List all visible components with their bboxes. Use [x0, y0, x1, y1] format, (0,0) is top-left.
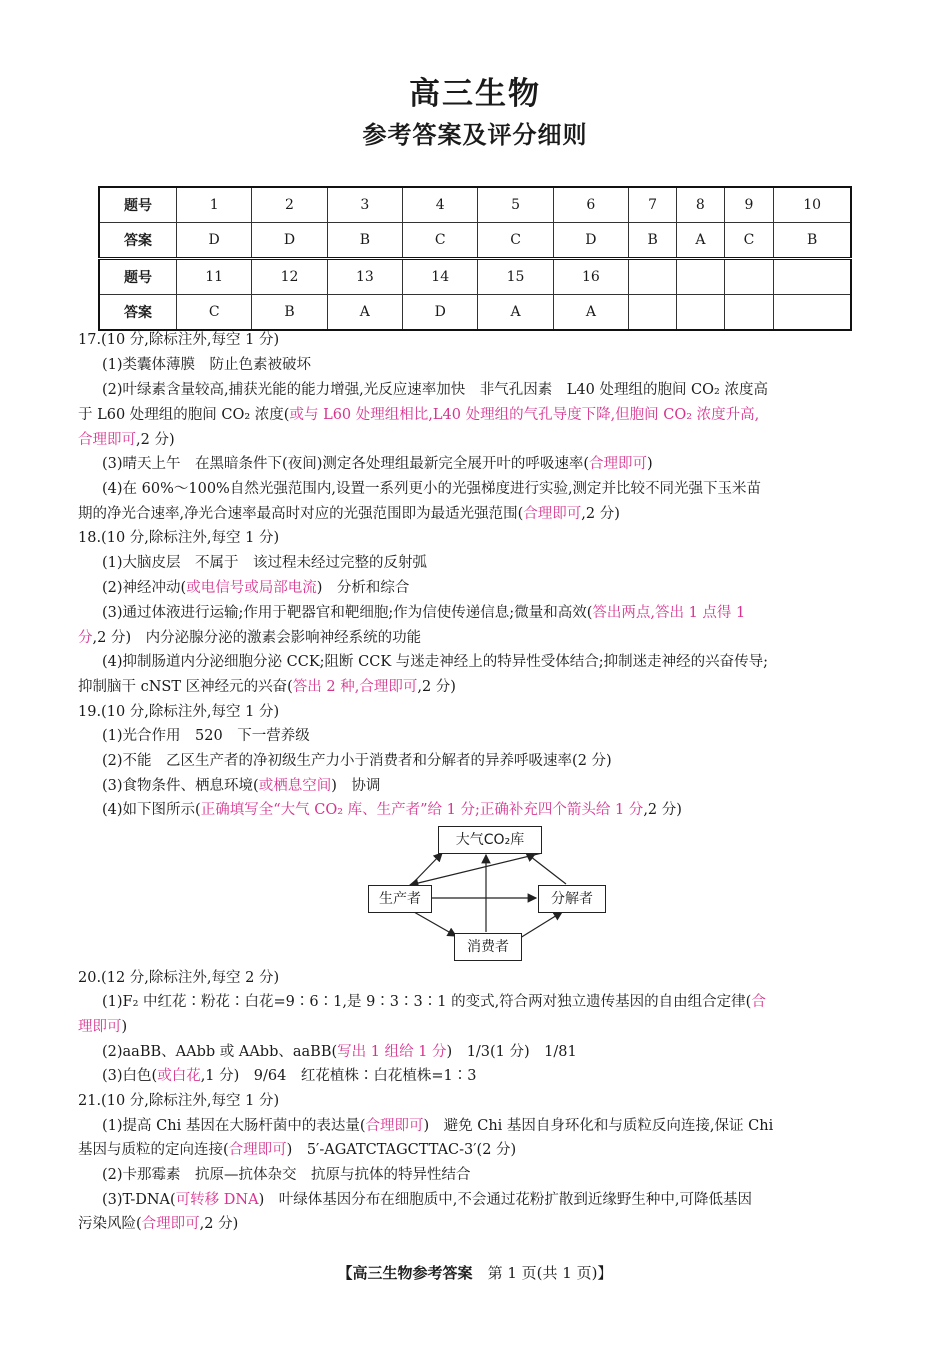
page-title: 高三生物 [409, 76, 541, 112]
q17-line: (2)叶绿素含量较高,捕获光能的能力增强,光反应速率加快 非气孔因素 L40 处理组的胞间 CO₂ 浓度高 [102, 382, 768, 398]
scoring-note: 或与 L60 处理组相比,L40 处理组的气孔导度下降,但胞间 CO₂ 浓度升高, [289, 407, 760, 423]
q18-line: (4)抑制肠道内分泌细胞分泌 CCK;阻断 CCK 与迷走神经上的特异性受体结合;抑制迷走神经的兴奋传导; [102, 654, 769, 670]
scoring-note: 理即可 [78, 1019, 122, 1035]
text: ,2 分) [581, 506, 620, 522]
arrow-producer-to-atmosphere [412, 853, 442, 884]
row-label-answer: 答案 [99, 295, 177, 331]
table-cell: 13 [327, 259, 402, 295]
q21-line: (2)卡那霉素 抗原—抗体杂交 抗原与抗体的特异性结合 [102, 1167, 471, 1183]
row-label-question: 题号 [99, 259, 177, 295]
table-cell: 8 [677, 187, 724, 223]
table-cell [677, 295, 724, 331]
q18-line [102, 603, 745, 623]
answer-table [98, 186, 852, 331]
text: (3)通过体液进行运输;作用于靶器官和靶细胞;作为信使传递信息;微量和高效( [102, 605, 593, 621]
q18-heading: 18.(10 分,除标注外,每空 1 分) [78, 530, 280, 546]
text: ) 协调 [331, 778, 381, 794]
q17-line [78, 430, 175, 450]
text: ,2 分) [643, 802, 682, 818]
q20-line [102, 1066, 476, 1086]
text: 基因与质粒的定向连接( [78, 1142, 229, 1158]
arrow-atmosphere-to-producer [410, 853, 542, 885]
q18-line: (1)大脑皮层 不属于 该过程未经过完整的反射弧 [102, 555, 428, 571]
q18-line [102, 578, 409, 598]
scoring-note: 答出 2 种,合理即可 [292, 679, 418, 695]
table-cell: 4 [403, 187, 478, 223]
scoring-note: 合理即可 [523, 506, 582, 522]
table-cell: 5 [478, 187, 553, 223]
table-cell [774, 259, 851, 295]
producer-box: 生产者 [368, 885, 432, 913]
table-cell: 3 [327, 187, 402, 223]
table-cell [774, 295, 851, 331]
text: ,2 分) [136, 432, 175, 448]
scoring-note: 合理即可 [365, 1118, 424, 1134]
table-cell: B [327, 223, 402, 259]
table-cell: 14 [403, 259, 478, 295]
text: (3)白色( [102, 1068, 158, 1084]
table-cell: D [252, 223, 327, 259]
table-cell: A [327, 295, 402, 331]
q21-line [78, 1214, 238, 1234]
text: (2)aaBB、AAbb 或 AAbb、aaBB( [102, 1044, 338, 1060]
arrow-consumer-to-decomposer [520, 912, 562, 938]
scoring-note: 合理即可 [228, 1142, 287, 1158]
text: ) 5′-AGATCTAGCTTAC-3′(2 分) [286, 1142, 517, 1158]
scoring-note: 合 [751, 994, 766, 1010]
table-cell: 7 [629, 187, 677, 223]
arrow-producer-to-consumer [414, 912, 456, 936]
text: ) 叶绿体基因分布在细胞质中,不会通过花粉扩散到近缘野生种中,可降低基因 [258, 1192, 752, 1208]
q19-line [102, 776, 380, 796]
text: 期的净光合速率,净光合速率最高时对应的光强范围即为最适光强范围( [78, 506, 524, 522]
text: ,2 分) [199, 1216, 239, 1232]
text: ) 分析和综合 [316, 580, 410, 596]
table-cell: 10 [774, 187, 851, 223]
q18-line [78, 628, 421, 648]
carbon-cycle-diagram [366, 822, 610, 964]
table-cell: 9 [724, 187, 774, 223]
arrow-decomposer-to-atmosphere [526, 853, 566, 884]
text: (1)提高 Chi 基因在大肠杆菌中的表达量( [102, 1118, 366, 1134]
q19-heading: 19.(10 分,除标注外,每空 1 分) [78, 704, 280, 720]
table-cell: D [177, 223, 252, 259]
table-row-answers-1 [99, 223, 851, 259]
table-row-questions-1 [99, 187, 851, 223]
q21-line [78, 1140, 516, 1160]
q17-heading: 17.(10 分,除标注外,每空 1 分) [78, 332, 280, 348]
text: ) [647, 456, 653, 472]
q20-line [78, 1017, 127, 1037]
q21-line [102, 1116, 773, 1136]
table-cell: 1 [177, 187, 252, 223]
table-cell: D [553, 223, 628, 259]
q17-line [102, 454, 653, 474]
q19-line: (2)不能 乙区生产者的净初级生产力小于消费者和分解者的异养呼吸速率(2 分) [102, 753, 612, 769]
scoring-note: 可转移 DNA [175, 1192, 259, 1208]
table-cell: C [478, 223, 553, 259]
table-cell: A [677, 223, 724, 259]
table-cell: 16 [553, 259, 628, 295]
footer-page: 第 1 页(共 1 页)】 [472, 1264, 613, 1282]
q17-line [78, 504, 620, 524]
atmosphere-co2-box: 大气CO₂库 [438, 826, 542, 854]
q20-line [102, 992, 766, 1012]
scoring-note: 或白花 [157, 1068, 201, 1084]
q20-line [102, 1042, 577, 1062]
table-cell: B [629, 223, 677, 259]
page-subtitle: 参考答案及评分细则 [362, 121, 588, 149]
q17-line: (4)在 60%～100%自然光强范围内,设置一系列更小的光强梯度进行实验,测定并比较不同光强下玉米苗 [102, 481, 762, 497]
scoring-note: 合理即可 [78, 432, 136, 448]
q18-line [78, 677, 456, 697]
text: ,2 分) 内分泌腺分泌的激素会影响神经系统的功能 [92, 630, 422, 646]
q19-line: (1)光合作用 520 下一营养级 [102, 728, 310, 744]
table-cell: 11 [177, 259, 252, 295]
scoring-note: 合理即可 [589, 456, 648, 472]
table-cell: C [724, 223, 774, 259]
q19-line [102, 800, 682, 820]
text: 于 L60 处理组的胞间 CO₂ 浓度( [78, 407, 290, 423]
table-cell: 15 [478, 259, 553, 295]
scoring-note: 分 [78, 630, 93, 646]
text: (3)晴天上午 在黑暗条件下(夜间)测定各处理组最新完全展开叶的呼吸速率( [102, 456, 590, 472]
table-cell: C [177, 295, 252, 331]
text: 污染风险( [78, 1216, 142, 1232]
table-cell: C [403, 223, 478, 259]
table-cell: B [252, 295, 327, 331]
row-label-question: 题号 [99, 187, 177, 223]
q17-line [78, 405, 759, 425]
q21-heading: 21.(10 分,除标注外,每空 1 分) [78, 1093, 280, 1109]
text: (3)食物条件、栖息环境( [102, 778, 259, 794]
page-footer [0, 1262, 950, 1283]
table-row-answers-2 [99, 295, 851, 331]
text: ) 避免 Chi 基因自身环化和与质粒反向连接,保证 Chi [423, 1118, 774, 1134]
table-cell: D [403, 295, 478, 331]
table-cell [629, 295, 677, 331]
table-cell: 12 [252, 259, 327, 295]
consumer-box: 消费者 [454, 933, 522, 961]
scoring-note: 或栖息空间 [258, 778, 332, 794]
table-cell [629, 259, 677, 295]
table-cell: B [774, 223, 851, 259]
table-cell: 2 [252, 187, 327, 223]
q21-line [102, 1190, 752, 1210]
scoring-note: 合理即可 [141, 1216, 200, 1232]
table-row-questions-2 [99, 259, 851, 295]
table-cell: A [553, 295, 628, 331]
decomposer-box: 分解者 [538, 885, 606, 913]
row-label-answer: 答案 [99, 223, 177, 259]
scoring-note: 正确填写全“大气 CO₂ 库、生产者”给 1 分;正确补充四个箭头给 1 分 [200, 802, 644, 818]
text: (1)F₂ 中红花∶粉花∶白花=9∶6∶1,是 9∶3∶3∶1 的变式,符合两对独立遗传基因的自由组合定律( [102, 994, 752, 1010]
text: (3)T-DNA( [102, 1192, 176, 1208]
table-cell [677, 259, 724, 295]
text: ,2 分) [417, 679, 456, 695]
text: (4)如下图所示( [102, 802, 201, 818]
text: (2)神经冲动( [102, 580, 187, 596]
table-cell: 6 [553, 187, 628, 223]
text: 抑制脑干 cNST 区神经元的兴奋( [78, 679, 293, 695]
q17-line: (1)类囊体薄膜 防止色素被破坏 [102, 357, 312, 373]
footer-title: 【高三生物参考答案 [337, 1264, 473, 1282]
text: ,1 分) 9/64 红花植株∶白花植株=1∶3 [200, 1068, 477, 1084]
text: ) 1/3(1 分) 1/81 [446, 1044, 577, 1060]
q20-heading: 20.(12 分,除标注外,每空 2 分) [78, 970, 280, 986]
table-cell [724, 259, 774, 295]
text: ) [121, 1019, 128, 1035]
scoring-note: 写出 1 组给 1 分 [337, 1044, 447, 1060]
scoring-note: 答出两点,答出 1 点得 1 [592, 605, 746, 621]
table-cell [724, 295, 774, 331]
scoring-note: 或电信号或局部电流 [186, 580, 317, 596]
table-cell: A [478, 295, 553, 331]
